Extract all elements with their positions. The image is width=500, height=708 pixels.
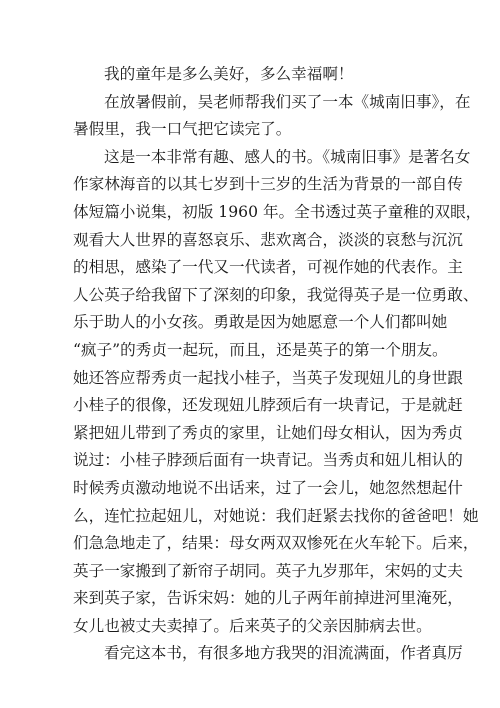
paragraph-3-line-12: 说过：小桂子脖颈后面有一块青记。当秀贞和妞儿相认的 bbox=[73, 451, 463, 470]
paragraph-3-line-16: 英子一家搬到了新帘子胡同。英子九岁那年，宋妈的丈夫 bbox=[73, 561, 463, 580]
paragraph-3-line-15: 们急急地走了，结果：母女两双双惨死在火车轮下。后来， bbox=[73, 534, 479, 553]
paragraph-3-line-10: 小桂子的很像，还发现妞儿脖颈后有一块青记，于是就赶 bbox=[73, 396, 463, 415]
paragraph-3-line-14: 么，连忙拉起妞儿，对她说：我们赶紧去找你的爸爸吧！她 bbox=[73, 506, 479, 525]
paragraph-3-line-6: 人公英子给我留下了深刻的印象，我觉得英子是一位勇敢、 bbox=[73, 285, 479, 304]
essay-text bbox=[73, 61, 482, 668]
paragraph-3-line-8: “疯子”的秀贞一起玩，而且，还是英子的第一个朋友。 bbox=[73, 340, 448, 359]
paragraph-3-line-3: 体短篇小说集，初版 1960 年。全书透过英子童稚的双眼， bbox=[73, 202, 482, 221]
paragraph-3-line-7: 乐于助人的小女孩。勇敢是因为她愿意一个人们都叫她 bbox=[73, 313, 448, 332]
paragraph-3-line-18: 女儿也被丈夫卖掉了。后来英子的父亲因肺病去世。 bbox=[73, 616, 432, 635]
paragraph-3-line-9: 她还答应帮秀贞一起找小桂子，当英子发现妞儿的身世跟 bbox=[73, 368, 463, 387]
paragraph-3-line-4: 观看大人世界的喜怒哀乐、悲欢离合，淡淡的哀愁与沉沉 bbox=[73, 230, 463, 249]
paragraph-3-line-11: 紧把妞儿带到了秀贞的家里，让她们母女相认，因为秀贞 bbox=[73, 423, 463, 442]
paragraph-2-line-1: 在放暑假前，吴老师帮我们买了一本《城南旧事》，在 bbox=[104, 92, 471, 111]
paragraph-3-line-2: 作家林海音的以其七岁到十三岁的生活为背景的一部自传 bbox=[73, 175, 463, 194]
paragraph-4-line-1: 看完这本书，有很多地方我哭的泪流满面，作者真厉 bbox=[104, 644, 463, 663]
paragraph-3-line-17: 来到英子家，告诉宋妈：她的儿子两年前掉进河里淹死， bbox=[73, 589, 463, 608]
paragraph-2-line-2: 暑假里，我一口气把它读完了。 bbox=[73, 120, 292, 139]
paragraph-3-line-13: 时候秀贞激动地说不出话来，过了一会儿，她忽然想起什 bbox=[73, 478, 463, 497]
paragraph-3-line-5: 的相思，感染了一代又一代读者，可视作她的代表作。主 bbox=[73, 258, 463, 277]
paragraph-3-line-1: 这是一本非常有趣、感人的书。《城南旧事》是著名女 bbox=[104, 147, 471, 166]
paragraph-1-line-1: 我的童年是多么美好，多么幸福啊！ bbox=[104, 65, 354, 83]
